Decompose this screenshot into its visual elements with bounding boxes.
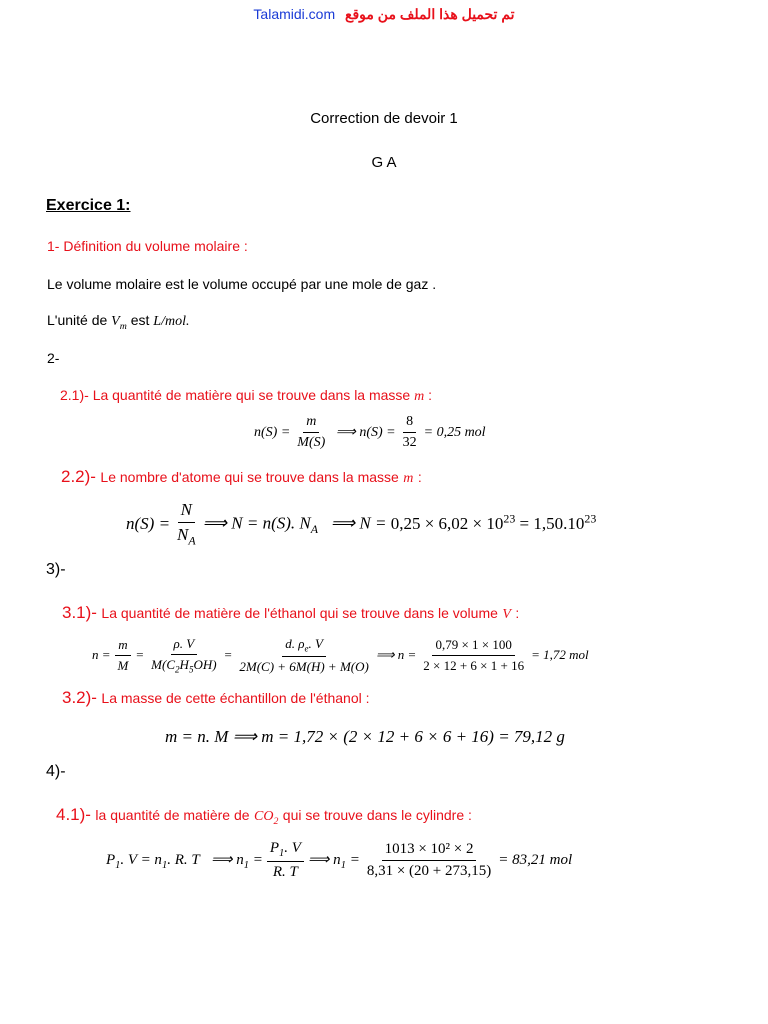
eq21-result: = 0,25 mol [423, 424, 486, 440]
q1-unit-mid: est [130, 312, 150, 328]
equation-2-1: n(S) = $\frac{m}{M(S)}$ ⟹ n(S) = $\frac{8}{32}$ = 0,25 mol [254, 414, 486, 450]
page-title: Correction de devoir 1 [310, 110, 458, 127]
q3-1-text: La quantité de matière de l'éthanol qui se trouve dans le volume [101, 605, 498, 621]
q2-1-colon: : [428, 387, 433, 403]
eq41-result: = 83,21 mol [498, 852, 573, 868]
eq31-numer: 0,79 × 1 × 100 [432, 637, 514, 656]
q1-unit [47, 312, 189, 332]
q1-label: 1- Définition du volume molaire : [47, 238, 248, 254]
q4-1-num: 4.1)- [56, 805, 91, 824]
q1-answer: Le volume molaire est le volume occupé par une mole de gaz . [47, 276, 437, 292]
equation-3-2: m = n. M ⟹ m = 1,72 × (2 × 12 + 6 × 6 + 16) = 79,12 g [165, 727, 565, 746]
eq41-denom: 8,31 × (20 + 273,15) [366, 863, 492, 879]
q2-1-num: 2.1)- [60, 387, 89, 403]
equation-2-2: n(S) = $\frac{N}{N_A}$ ⟹ N = n(S). $N_A$ ⟹ $N = 0,25 \times 6,02 \times 10^{23} = 1,50.10^{23}$ [126, 500, 597, 548]
q4-1-text-a: la quantité de matière de [95, 807, 250, 823]
q1-unit-pre: L'unité de [47, 312, 108, 328]
q3-1-colon: : [515, 605, 520, 621]
q2-2-num: 2.2)- [61, 467, 96, 486]
q2-header: 2- [47, 350, 60, 366]
q3-header: 3)- [46, 561, 66, 578]
q2-2-text: Le nombre d'atome qui se trouve dans la masse [100, 469, 399, 485]
q2-2-label [61, 467, 422, 487]
q3-1-var: V [502, 607, 511, 622]
q3-1-num: 3.1)- [62, 603, 97, 622]
eq41-numer: 1013 × 10² × 2 [382, 841, 477, 861]
equation-4-1: $P_1$. $V = n_1$. R. T ⟹ $n_1$ = $\frac{P_1. V}{R. T}$ ⟹ $n_1$ = $\frac{\text{1013 × 10² × 2}}{8,31 \times (20 + 273,15)}$ = 83,21 mol [106, 840, 573, 880]
co2-formula: $CO_2$ [253, 809, 279, 827]
q3-1-label [62, 603, 519, 623]
page-subtitle: G A [371, 154, 397, 171]
exercise-heading: Exercice 1: [46, 197, 131, 214]
eq31-denom: 2 × 12 + 6 × 1 + 16 [423, 657, 525, 673]
q3-2-text: La masse de cette échantillon de l'éthanol : [101, 690, 370, 706]
q1-unit-value: L/mol. [153, 314, 190, 329]
watermark-site: Talamidi.com [253, 6, 336, 22]
q3-2-label [62, 688, 370, 708]
q4-1-label [56, 805, 472, 827]
q4-1-text-b: qui se trouve dans le cylindre : [282, 807, 472, 823]
vm-symbol: $V_m$ [111, 314, 127, 332]
watermark-arabic: تم تحميل هذا الملف من موقع [345, 6, 515, 22]
q2-1-text: La quantité de matière qui se trouve dans la masse [92, 387, 411, 403]
q3-2-num: 3.2)- [62, 688, 97, 707]
q2-2-var: m [403, 471, 414, 486]
q2-1-label [60, 387, 432, 405]
q2-1-var: m [414, 389, 425, 404]
equation-3-1: n = $\frac{m}{M}$ = $\frac{\rho. V}{M(C_2H_5OH)}$ = $\frac{d. \rho_e. V}{2M(C) + 6M(H) + M(O)}$ ⟹ n = $\frac{0,79 \times 1 \times 100}{2 \times 12 + 6 \times 1 + 16}$ = 1,72 mol [92, 636, 589, 675]
q4-header: 4)- [46, 763, 66, 780]
watermark [0, 6, 768, 23]
q2-2-colon: : [417, 469, 422, 485]
eq31-result: = 1,72 mol [531, 647, 589, 663]
